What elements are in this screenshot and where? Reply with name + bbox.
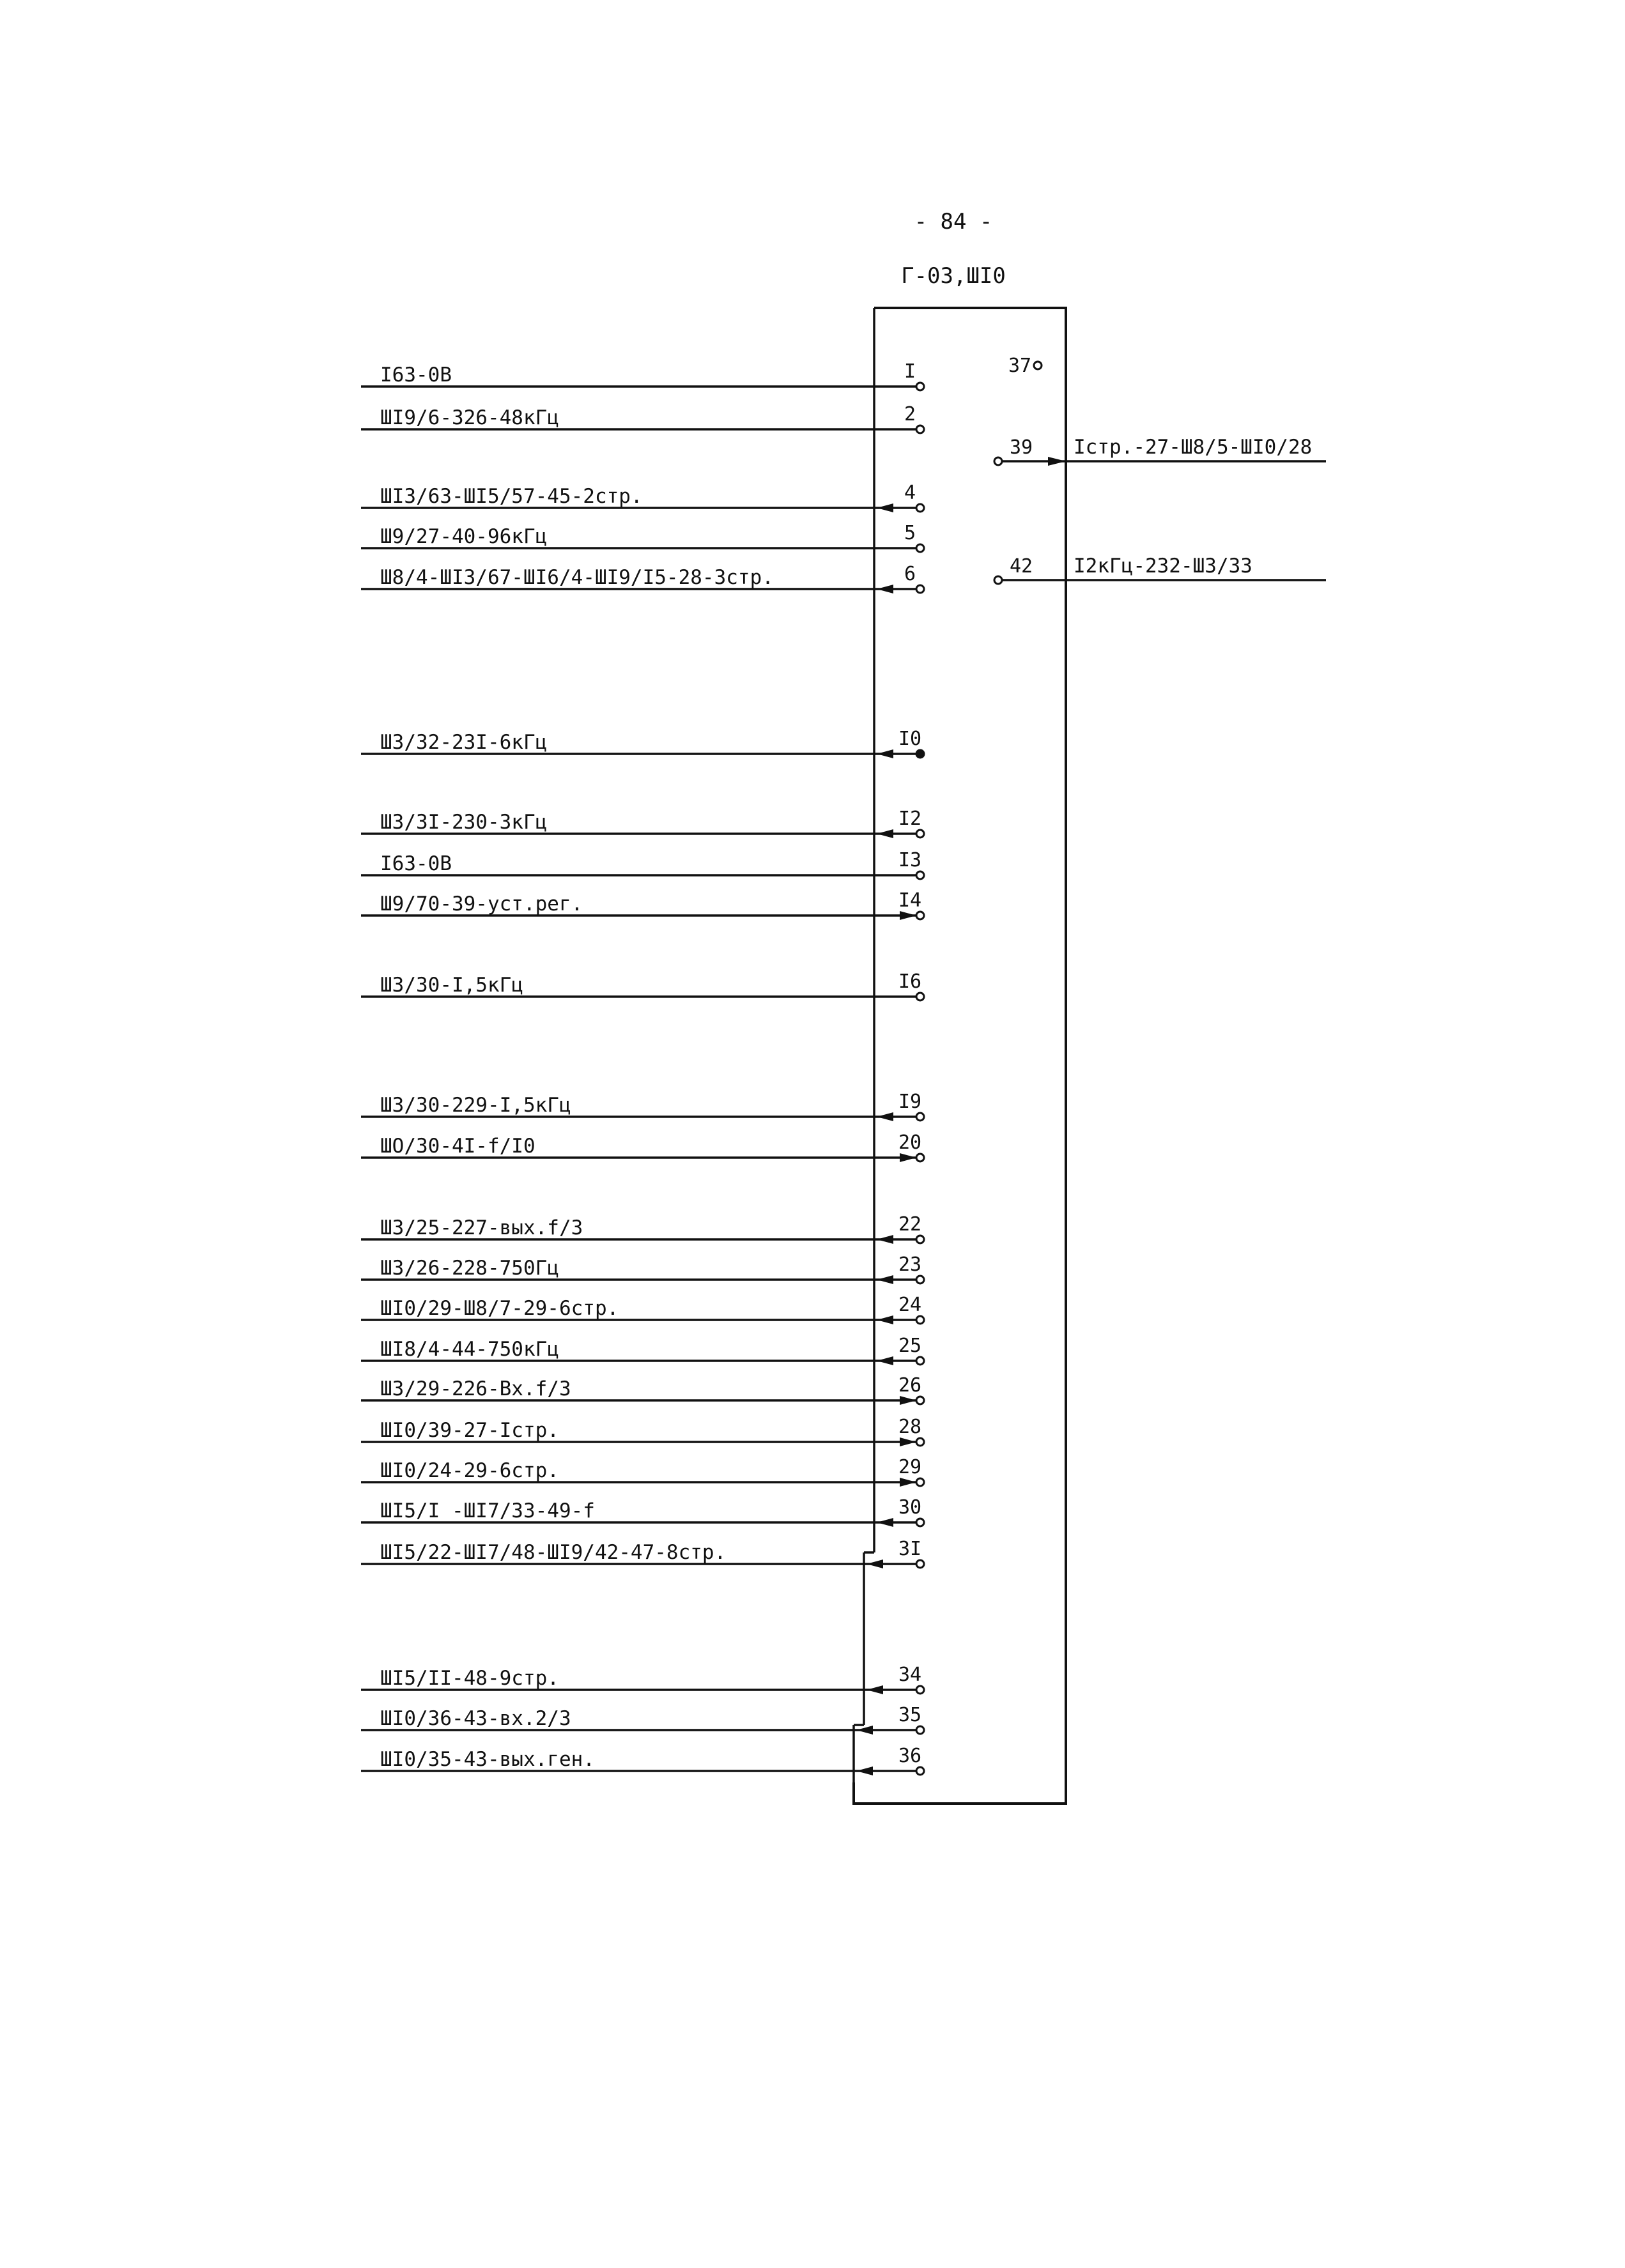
arrow-in-icon xyxy=(877,1235,893,1244)
pin-number: 5 xyxy=(904,522,916,544)
arrow-in-icon xyxy=(877,1356,893,1365)
pin-number: 34 xyxy=(898,1664,922,1686)
pin-row-19 xyxy=(361,1456,924,1487)
pin-label: I2кГц-232-Ш3/33 xyxy=(1074,555,1252,578)
terminal-icon xyxy=(916,750,924,758)
terminal-icon xyxy=(1034,362,1042,369)
pin-number: 29 xyxy=(898,1456,922,1478)
terminal-icon xyxy=(916,383,924,390)
pin-row-8 xyxy=(361,849,924,879)
pin-row-6 xyxy=(361,728,924,758)
pin-label: ШO/30-4I-f/I0 xyxy=(380,1135,535,1158)
arrow-in-icon xyxy=(866,1685,883,1694)
terminal-icon xyxy=(916,1154,924,1161)
arrow-in-icon xyxy=(877,829,893,838)
right-pin-row-37 xyxy=(1008,355,1042,377)
pin-label: ШI5/22-ШI7/48-ШI9/42-47-8стр. xyxy=(380,1541,727,1564)
pin-number: 37 xyxy=(1008,355,1032,377)
terminal-icon xyxy=(916,1236,924,1243)
arrow-in-icon xyxy=(877,1315,893,1324)
pin-number: 36 xyxy=(898,1745,922,1767)
pin-label: Ш3/30-I,5кГц xyxy=(380,974,523,997)
pin-number: I xyxy=(904,360,916,383)
pin-number: 3I xyxy=(898,1538,922,1560)
pin-row-14 xyxy=(361,1253,924,1284)
pin-number: I4 xyxy=(898,889,922,912)
pin-number: I9 xyxy=(898,1091,922,1113)
pin-number: 42 xyxy=(1009,555,1033,578)
pin-number: I6 xyxy=(898,970,922,993)
pin-label: ШI0/24-29-6стр. xyxy=(380,1459,559,1482)
terminal-icon xyxy=(916,585,924,593)
pin-label: Ш3/32-23I-6кГц xyxy=(380,731,548,754)
pin-row-11 xyxy=(361,1091,924,1121)
arrow-out-icon xyxy=(900,1153,916,1162)
pin-number: 2 xyxy=(904,403,916,425)
pin-row-4 xyxy=(361,522,924,552)
pin-row-13 xyxy=(361,1213,924,1244)
arrow-in-icon xyxy=(877,1275,893,1284)
terminal-icon xyxy=(916,830,924,838)
block-title: Г-03,ШI0 xyxy=(901,263,1006,289)
pin-label: ШI8/4-44-750кГц xyxy=(380,1338,559,1361)
pin-label: Ш3/26-228-750Гц xyxy=(380,1257,559,1280)
arrow-in-icon xyxy=(877,585,893,594)
arrow-in-icon xyxy=(877,1112,893,1121)
pin-label: ШI0/39-27-Iстр. xyxy=(380,1419,559,1442)
pin-number: I3 xyxy=(898,849,922,871)
pin-number: I2 xyxy=(898,808,922,830)
pin-label: I63-0B xyxy=(380,364,452,387)
terminal-icon xyxy=(916,1686,924,1694)
arrow-in-icon xyxy=(877,749,893,758)
pin-row-1 xyxy=(361,360,924,390)
arrow-in-icon xyxy=(877,503,893,512)
page-number: - 84 - xyxy=(914,209,993,234)
terminal-icon xyxy=(916,504,924,512)
terminal-icon xyxy=(916,1560,924,1568)
pin-label: ШI3/63-ШI5/57-45-2стр. xyxy=(380,485,643,508)
pin-row-15 xyxy=(361,1294,924,1324)
terminal-icon xyxy=(994,457,1002,465)
pin-label: ШI5/I -ШI7/33-49-f xyxy=(380,1499,595,1522)
pin-row-16 xyxy=(361,1335,924,1365)
pin-row-24 xyxy=(361,1745,924,1775)
right-pin-group xyxy=(994,355,1326,584)
arrow-out-icon xyxy=(900,1396,916,1405)
terminal-icon xyxy=(994,576,1002,584)
arrow-out-icon xyxy=(900,1437,916,1446)
pin-number: 35 xyxy=(898,1704,922,1726)
pin-number: 25 xyxy=(898,1335,922,1357)
pin-number: 4 xyxy=(904,482,916,504)
pin-row-12 xyxy=(361,1131,924,1162)
pin-label: Ш9/27-40-96кГц xyxy=(380,525,548,548)
pin-label: ШI0/35-43-вых.ген. xyxy=(380,1748,595,1771)
pin-label: Ш3/29-226-Вх.f/3 xyxy=(380,1377,571,1400)
terminal-icon xyxy=(916,1478,924,1486)
terminal-icon xyxy=(916,425,924,433)
pin-row-3 xyxy=(361,482,924,512)
pin-number: I0 xyxy=(898,728,922,750)
terminal-icon xyxy=(916,1438,924,1446)
pin-row-23 xyxy=(361,1704,924,1735)
pin-label: Ш3/3I-230-3кГц xyxy=(380,811,548,834)
pin-label: ШI0/36-43-вх.2/3 xyxy=(380,1707,571,1730)
pin-row-20 xyxy=(361,1496,924,1527)
pin-number: 24 xyxy=(898,1294,922,1316)
terminal-icon xyxy=(916,544,924,552)
terminal-icon xyxy=(916,1357,924,1365)
pin-label: Ш8/4-ШI3/67-ШI6/4-ШI9/I5-28-3стр. xyxy=(380,566,774,589)
arrow-in-icon xyxy=(1048,457,1066,466)
terminal-icon xyxy=(916,993,924,1000)
terminal-icon xyxy=(916,1316,924,1324)
arrow-in-icon xyxy=(856,1766,873,1775)
pin-label: ШI5/II-48-9стр. xyxy=(380,1667,559,1690)
pin-label: Ш3/25-227-вых.f/3 xyxy=(380,1216,583,1239)
pin-label: I63-0B xyxy=(380,852,452,875)
pin-label: ШI0/29-Ш8/7-29-6стр. xyxy=(380,1297,619,1320)
pin-number: 30 xyxy=(898,1496,922,1519)
terminal-icon xyxy=(916,1276,924,1283)
terminal-icon xyxy=(916,1113,924,1121)
pin-row-7 xyxy=(361,808,924,838)
pin-label: ШI9/6-326-48кГц xyxy=(380,406,559,429)
terminal-icon xyxy=(916,871,924,879)
right-pin-row-42 xyxy=(994,555,1326,584)
pin-label: Iстр.-27-Ш8/5-ШI0/28 xyxy=(1074,436,1313,459)
left-pin-group xyxy=(361,360,924,1775)
pin-label: Ш9/70-39-уст.рег. xyxy=(380,893,583,916)
pin-number: 28 xyxy=(898,1416,922,1438)
terminal-icon xyxy=(916,1767,924,1775)
arrow-out-icon xyxy=(900,1478,916,1487)
arrow-in-icon xyxy=(877,1518,893,1527)
arrow-in-icon xyxy=(866,1559,883,1568)
terminal-icon xyxy=(916,1726,924,1734)
pin-number: 6 xyxy=(904,563,916,585)
pin-number: 39 xyxy=(1009,436,1033,459)
pin-row-10 xyxy=(361,970,924,1000)
connector-block-outline xyxy=(854,308,1066,1804)
pin-row-9 xyxy=(361,889,924,920)
pin-row-17 xyxy=(361,1374,924,1405)
pin-number: 26 xyxy=(898,1374,922,1397)
terminal-icon xyxy=(916,912,924,919)
pin-row-22 xyxy=(361,1664,924,1694)
pin-row-18 xyxy=(361,1416,924,1446)
arrow-out-icon xyxy=(900,911,916,920)
arrow-in-icon xyxy=(856,1726,873,1735)
pin-row-21 xyxy=(361,1538,924,1568)
pin-number: 23 xyxy=(898,1253,922,1276)
terminal-icon xyxy=(916,1397,924,1404)
pin-row-2 xyxy=(361,403,924,433)
terminal-icon xyxy=(916,1519,924,1526)
pin-label: Ш3/30-229-I,5кГц xyxy=(380,1094,571,1117)
pin-row-5 xyxy=(361,563,924,594)
pin-number: 22 xyxy=(898,1213,922,1236)
pin-number: 20 xyxy=(898,1131,922,1154)
right-pin-row-39 xyxy=(994,436,1326,466)
